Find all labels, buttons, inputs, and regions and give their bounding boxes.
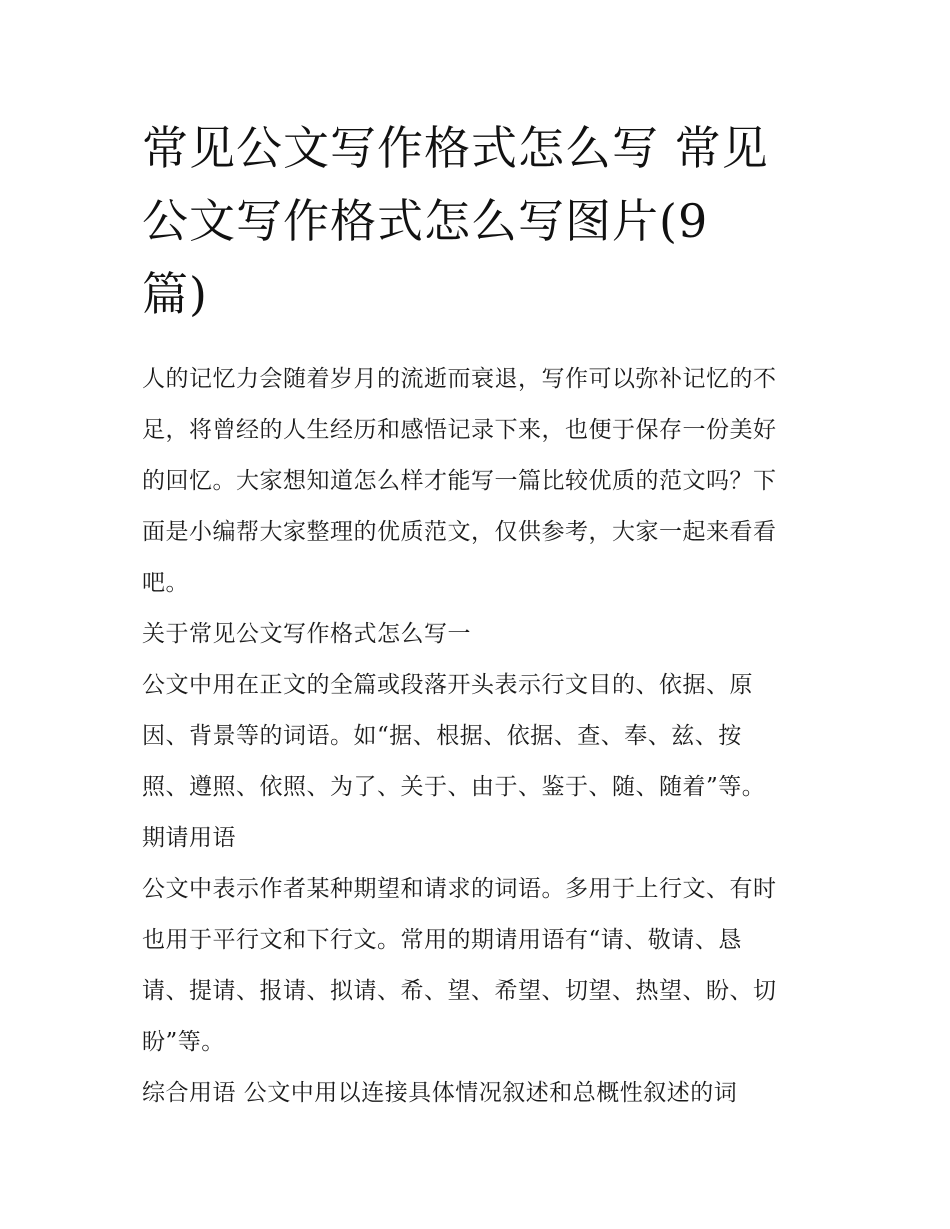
paragraph-line: 请、提请、报请、拟请、希、望、希望、切望、热望、盼、切 bbox=[142, 978, 777, 1004]
paragraph-line: 综合用语 公文中用以连接具体情况叙述和总概性叙述的词 bbox=[142, 1080, 738, 1106]
paragraph-line: 盼”等。 bbox=[142, 1029, 225, 1055]
paragraph-line: 公文中表示作者某种期望和请求的词语。多用于上行文、有时 bbox=[142, 876, 777, 902]
paragraph-line: 照、遵照、依照、为了、关于、由于、鉴于、随、随着”等。 bbox=[142, 774, 766, 800]
intro-paragraph-line: 吧。 bbox=[142, 570, 189, 596]
document-body bbox=[142, 354, 822, 1119]
document-content bbox=[142, 112, 822, 1119]
paragraph-line: 公文中用在正文的全篇或段落开头表示行文目的、依据、原 bbox=[142, 672, 753, 698]
title-line: 公文写作格式怎么写图片(9 bbox=[142, 194, 709, 248]
subheading: 期请用语 bbox=[142, 825, 236, 851]
title-line: 常见公文写作格式怎么写 常见 bbox=[142, 121, 769, 175]
paragraph-line: 也用于平行文和下行文。常用的期请用语有“请、敬请、恳 bbox=[142, 927, 742, 953]
intro-paragraph-line: 的回忆。大家想知道怎么样才能写一篇比较优质的范文吗？下 bbox=[142, 468, 777, 494]
intro-paragraph-line: 足，将曾经的人生经历和感悟记录下来，也便于保存一份美好 bbox=[142, 417, 777, 443]
section-heading: 关于常见公文写作格式怎么写一 bbox=[142, 621, 471, 647]
title-line: 篇) bbox=[142, 267, 208, 321]
intro-paragraph-line: 人的记忆力会随着岁月的流逝而衰退，写作可以弥补记忆的不 bbox=[142, 366, 777, 392]
document-title bbox=[142, 112, 822, 331]
intro-paragraph-line: 面是小编帮大家整理的优质范文，仅供参考，大家一起来看看 bbox=[142, 519, 777, 545]
paragraph-line: 因、背景等的词语。如“据、根据、依据、查、奉、兹、按 bbox=[142, 723, 742, 749]
